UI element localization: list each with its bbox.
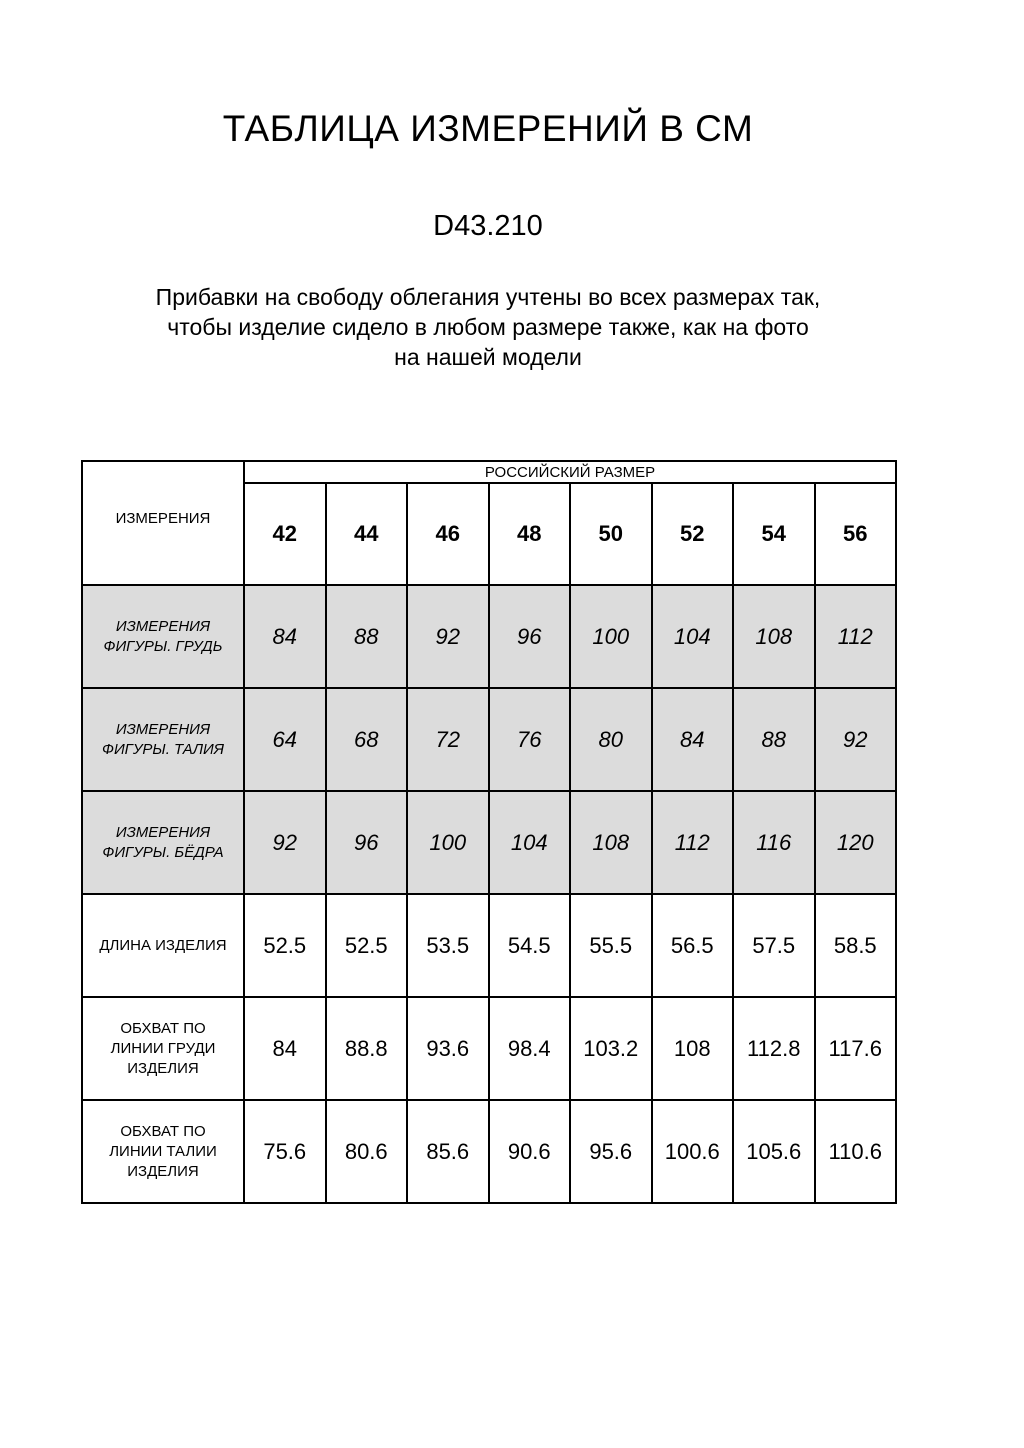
table-row	[82, 894, 896, 997]
table-cell: 112	[652, 791, 734, 894]
row-label-hips	[82, 791, 244, 894]
size-header-cell: 46	[407, 483, 489, 585]
row-label-length	[82, 894, 244, 997]
table-cell: 98.4	[489, 997, 571, 1100]
table-cell: 54.5	[489, 894, 571, 997]
row-label-line: ДЛИНА ИЗДЕЛИЯ	[99, 936, 227, 954]
table-cell: 100.6	[652, 1100, 734, 1203]
table-cell: 56.5	[652, 894, 734, 997]
table-cell: 92	[407, 585, 489, 688]
size-header-cell: 50	[570, 483, 652, 585]
table-cell: 84	[244, 585, 326, 688]
row-label-line: ФИГУРЫ. ТАЛИЯ	[102, 740, 224, 758]
table-cell: 93.6	[407, 997, 489, 1100]
table-cell: 96	[326, 791, 408, 894]
table-cell: 55.5	[570, 894, 652, 997]
table-cell: 112.8	[733, 997, 815, 1100]
table-cell: 100	[407, 791, 489, 894]
product-code: D43.210	[433, 210, 543, 242]
row-label-waist	[82, 688, 244, 791]
table-cell: 104	[489, 791, 571, 894]
table-cell: 110.6	[815, 1100, 897, 1203]
size-table	[81, 460, 897, 1204]
size-header-cell: 48	[489, 483, 571, 585]
table-cell: 112	[815, 585, 897, 688]
table-cell: 96	[489, 585, 571, 688]
table-cell: 88.8	[326, 997, 408, 1100]
table-cell: 95.6	[570, 1100, 652, 1203]
size-header-cell: 44	[326, 483, 408, 585]
row-label-line: ИЗМЕРЕНИЯ	[115, 720, 211, 738]
table-cell: 84	[244, 997, 326, 1100]
page-title: ТАБЛИЦА ИЗМЕРЕНИЙ В СМ	[222, 108, 754, 149]
table-cell: 80	[570, 688, 652, 791]
fit-note	[0, 282, 976, 372]
table-cell: 75.6	[244, 1100, 326, 1203]
table-row	[82, 585, 896, 688]
row-label-line: ЛИНИИ ГРУДИ	[110, 1039, 216, 1057]
table-row	[82, 791, 896, 894]
table-cell: 58.5	[815, 894, 897, 997]
table-cell: 105.6	[733, 1100, 815, 1203]
table-cell: 84	[652, 688, 734, 791]
russian-size-header: РОССИЙСКИЙ РАЗМЕР	[244, 461, 896, 483]
size-header-cell: 42	[244, 483, 326, 585]
table-cell: 88	[326, 585, 408, 688]
table-cell: 68	[326, 688, 408, 791]
size-header-cell: 56	[815, 483, 897, 585]
measurements-header: ИЗМЕРЕНИЯ	[82, 461, 244, 585]
table-cell: 85.6	[407, 1100, 489, 1203]
size-header-cell: 54	[733, 483, 815, 585]
table-row	[82, 1100, 896, 1203]
table-cell: 108	[652, 997, 734, 1100]
table-cell: 92	[815, 688, 897, 791]
table-cell: 88	[733, 688, 815, 791]
fit-note-line: чтобы изделие сидело в любом размере также, как на фото	[167, 314, 809, 340]
row-label-chest	[82, 585, 244, 688]
table-cell: 53.5	[407, 894, 489, 997]
table-cell: 100	[570, 585, 652, 688]
table-cell: 76	[489, 688, 571, 791]
row-label-line: ФИГУРЫ. ГРУДЬ	[103, 637, 223, 655]
fit-note-line: Прибавки на свободу облегания учтены во всех размерах так,	[155, 284, 821, 310]
row-label-line: ИЗМЕРЕНИЯ	[115, 617, 211, 635]
row-label-line: ОБХВАТ ПО	[120, 1019, 206, 1037]
table-cell: 116	[733, 791, 815, 894]
row-label-line: ИЗМЕРЕНИЯ	[115, 823, 211, 841]
fit-note-line: на нашей модели	[394, 344, 582, 370]
table-cell: 52.5	[244, 894, 326, 997]
table-cell: 108	[570, 791, 652, 894]
table-cell: 117.6	[815, 997, 897, 1100]
table-cell: 90.6	[489, 1100, 571, 1203]
row-label-line: ОБХВАТ ПО	[120, 1122, 206, 1140]
table-cell: 57.5	[733, 894, 815, 997]
table-cell: 64	[244, 688, 326, 791]
table-cell: 92	[244, 791, 326, 894]
table-row	[82, 997, 896, 1100]
row-label-line: ФИГУРЫ. БЁДРА	[102, 843, 224, 861]
row-label-garment-chest	[82, 997, 244, 1100]
table-cell: 104	[652, 585, 734, 688]
table-cell: 52.5	[326, 894, 408, 997]
table-cell: 108	[733, 585, 815, 688]
table-cell: 120	[815, 791, 897, 894]
table-row	[82, 688, 896, 791]
table-cell: 72	[407, 688, 489, 791]
row-label-line: ИЗДЕЛИЯ	[127, 1059, 199, 1077]
row-label-garment-waist	[82, 1100, 244, 1203]
row-label-line: ЛИНИИ ТАЛИИ	[109, 1142, 217, 1160]
table-cell: 103.2	[570, 997, 652, 1100]
size-header-cell: 52	[652, 483, 734, 585]
table-cell: 80.6	[326, 1100, 408, 1203]
row-label-line: ИЗДЕЛИЯ	[127, 1162, 199, 1180]
